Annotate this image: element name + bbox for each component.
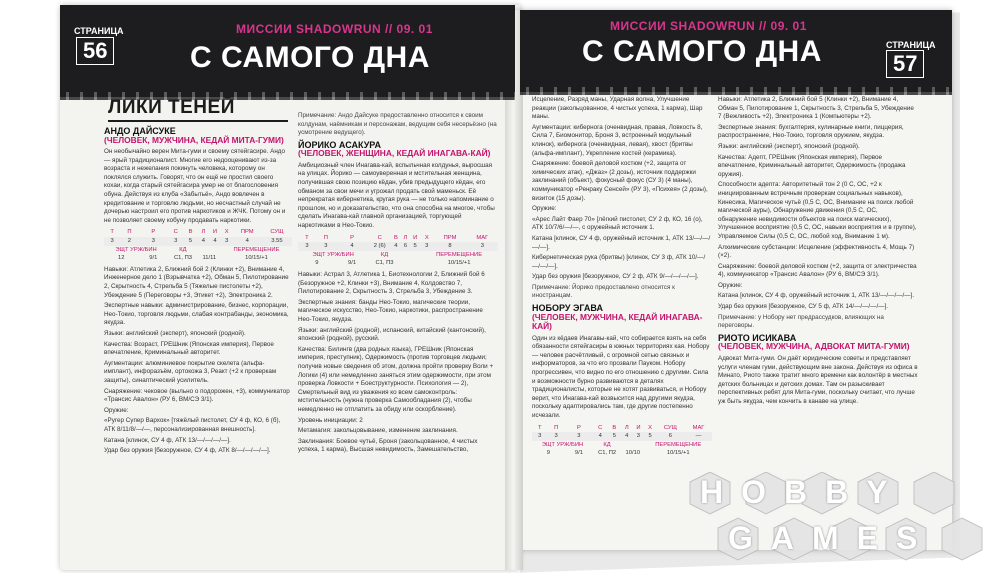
character-detail: «Арес Лайт Фаер 70» [лёгкий пистолет, СУ 2 ф, КО, 16 (о), АТК 10/7/6/—/—, с оружейный источник 1. (532, 215, 703, 232)
stat-label: В (188, 229, 193, 236)
stat-value: 9/1 (149, 255, 158, 262)
note: Примечание: Йорико предоставлено относится к иностранцам. (532, 283, 675, 300)
stat-label: ПРМ (240, 229, 254, 236)
stat-value: 4 (233, 237, 262, 246)
stat-label: Р (350, 234, 354, 241)
stat-label: МАГ (692, 424, 705, 431)
character-subtitle: (ЧЕЛОВЕК, МУЖЧИНА, КЕДАЙ МИТА-ГУМИ) (104, 134, 284, 145)
character-detail: Экспертные навыки: администрирование, бизнес, корпорации, Нео-Токио, торговля людьми, слабая контрабанды, экономика, якудза. (104, 302, 289, 327)
character-detail: Удар без оружия [безоружное, СУ 4 ф, АТК 8/—/—/—/—]. (104, 447, 271, 455)
stat-value: 6 (401, 242, 410, 251)
character-detail: Уровень инициации: 2 (298, 416, 363, 424)
character-name: РИОТО ИСИКАВА (718, 332, 797, 343)
stat-value: 4 (593, 432, 607, 441)
character-detail: «Ругер Супер Вархок» [тяжёлый пистолет, СУ 4 ф, КО, 6 (б), АТК 8/11/8/—/—, персонализированная внешность]. (104, 417, 281, 433)
stat-value: 6 (656, 432, 685, 441)
character-detail: Навыки: Атлетика 2, Ближний бой 5 (Клинки +2), Внимание 4, Обман 5, Пилотирование 1, Скрытность 3, Стрельба 5, Убеждение 7 (Вежливость +2), Электроника 1 (Компьютеры +2). (718, 96, 914, 121)
character-bio: Он необычайно верен Мита-гуми и своему сятейгасире. Андо — ярый традиционалист. Многие его недооценивают из-за возраста и нежелания покинуть человека, которому он поклялся служить. Говорят, что он ещё не простил своего кохаи, когда старый сятейгасира умер не от благословения обуна. Действуя из клуба «Забытьё», Андо вовлечен в кредитование и торговлю людьми, но несчастный случай не дочерью настроил его против наркотиков и ЖЧК. Потому он и не позволяет своему кобуну продавать наркотики. (104, 148, 286, 224)
stat-value: 5 (183, 237, 197, 246)
stat-label: В (393, 234, 398, 241)
stat-value: С1, П3 (375, 260, 394, 267)
character-detail: Навыки: Атлетика 2, Ближний бой 2 (Клинки +2), Внимание 4, Инженерное дело 1 (Взрывчатка +2), Обман 5, Пилотирование 2, Скрытность 4, Стрельба 5 (Тяжелые пистолеты +2), Убеждение 5 (Переговоры +3, Этикет +2), Электроника 2. (104, 265, 289, 299)
character-detail: Заклинания: Боевое чутьё, Броня (закольцованное, 4 чистых успеха, 1 карма), Высшая невидимость, Замешательство, (298, 437, 478, 454)
left-title: С САМОГО ДНА (190, 41, 430, 74)
stat-label (621, 441, 644, 450)
stat-value: 3 (420, 242, 433, 251)
stat-label: П (127, 229, 132, 236)
note: Примечание: у Нобору нет предрассудков, влияющих на переговоры. (718, 313, 884, 330)
stat-label: Л (624, 424, 629, 431)
stat-label: Т (537, 424, 542, 431)
stat-label: Т (110, 229, 114, 236)
hobby-games-watermark (676, 472, 996, 572)
section-rule (108, 120, 288, 122)
character-detail: Снаряжение: чековое (выльно о подорожен, +3), коммуникатор «Трансис Авалон» (РУ 6, ВМ/СЭ 3/1). (104, 387, 290, 404)
character-bio: Адвокат Мита-гуми. Он даёт юридические советы и представляет услуги членам гуми, действующим вне закона. Действуя из офиса в Минато, Риото также тратит много времени как волонтёр в местных детских больницах и детских домах. Там он разыскивает перспективных ребят для Мита-гуми, поскольку считает, что лучше уж быть якудза, чем кончить в канаве на улице. (718, 354, 918, 405)
note: Примечание: Андо Дайсуке предоставленно относится к своим колдунам, наёмникам и персонажам, ведущим себя несерьёзно (на усмотрение ведущего). (298, 112, 497, 137)
stat-value: — (685, 432, 712, 441)
stat-value: 3 (632, 432, 644, 441)
stat-value: 4 (391, 242, 401, 251)
stat-label: ЭЩТ УРЖ/БИН (312, 251, 354, 258)
right-kicker: МИССИИ SHADOWRUN // 09. 01 (610, 19, 807, 33)
stat-label: Х (648, 424, 653, 431)
page-label: СТРАНИЦА (74, 26, 124, 36)
stat-label: Р (151, 229, 156, 236)
character-detail: Экспертные знания: банды Нео-Токио, магические теории, магическое искусство, Нео-Токио, наркотики, распространение Нео-Токио, якудза. (298, 298, 483, 323)
stat-value: 5 (644, 432, 655, 441)
character-detail: Качества: Возраст, ГРЕШник (Японская империя), Первое впечатление, Криминальный авторитет. (104, 340, 274, 357)
character-detail: Оружие: (532, 205, 557, 213)
stat-block (298, 234, 498, 268)
stat-value: 9/1 (574, 450, 583, 457)
stat-value: С1, П3 (173, 255, 192, 262)
brush-stroke-right (520, 87, 952, 95)
stat-value: 9 (315, 260, 319, 267)
stat-value: 5 (410, 242, 420, 251)
character-bio: Амбициозный член Инагава-кай, вспыльчная колдунья, выросшая на улицах. Йорико — самоуверенная и мстительная женщина, получившая свою позицию кёдан, убив предыдущего кёдан, его обманом за свои мечи и угрожал продать свой маменьск. Её непрекратая кибернетика, кругая рука — не только напоминание о прошлом, но и доказательство, что она способна на многое, чтобы сделать Инагава-кай главной организацией, торгующей наркотиками в Нео-Токио. (298, 161, 495, 230)
stat-value: 3 (168, 237, 183, 246)
character-detail: Катана [клинок, СУ 4 ф, оружейный источник 1, АТК 13/—/—/—/—]. (718, 292, 915, 300)
stat-value: 11/11 (202, 255, 217, 262)
stat-label: ПЕРЕМЕЩЕНИЕ (436, 251, 483, 258)
page-number: 56 (76, 37, 114, 65)
stat-label: Л (403, 234, 408, 241)
stat-label: П (554, 424, 559, 431)
stat-block (532, 424, 712, 458)
character-detail: Алхимические субстанции: Исцеление (эффективность 4, Мощь 7) (×2). (718, 243, 915, 260)
right-header-banner (520, 10, 952, 92)
continued-text: Исцеление, Разряд маны, Ударная волна, Улучшение реакции (закольцованное, 4 чистых успеха, 1 карма), Шар маны. (532, 96, 703, 121)
character-detail: Снаряжение: боевой деловой костюм (+2, защита от электричества 4), коммуникатор «Трансис Авалон» (РУ 6, ВМ/СЭ 3/1). (718, 262, 917, 279)
character-detail: Метамагия: закольцовывание, изменение заклинания. (298, 427, 458, 435)
stat-value: 3 (138, 237, 168, 246)
stat-value: 2 (6) (368, 242, 391, 251)
character-detail: Качества: Адепт, ГРЕШник (Японская империя), Первое впечатление, Криминальный авторитет, Одержимость (продажа оружия). (718, 153, 906, 178)
stat-value: 5 (607, 432, 621, 441)
stat-value: 3 (565, 432, 593, 441)
watermark-line-1: HOBBY (700, 474, 906, 510)
stat-label: В (612, 424, 617, 431)
stat-value: 9 (546, 450, 551, 457)
stat-label: Х (224, 229, 229, 236)
character-name: НОБОРУ ЭГАВА (532, 303, 603, 314)
stat-label: КД (603, 441, 611, 448)
character-detail: Оружие: (718, 281, 743, 289)
stat-label (401, 251, 420, 260)
stat-label: Т (305, 234, 309, 241)
stat-value: 3 (104, 237, 120, 246)
stat-label: С (173, 229, 178, 236)
stat-value: С1, П2 (598, 450, 617, 457)
stat-label: СУЩ (663, 424, 677, 431)
character-detail: Языки: английский (эксперт), японский (родной). (104, 329, 246, 337)
stat-label: КД (179, 246, 187, 253)
stat-label: КД (380, 251, 389, 258)
character-detail: Кибернетическая рука (бритвы) [клинок, СУ 3 ф, АТК 10/—/—/—/—]. (532, 254, 706, 270)
character-subtitle: (ЧЕЛОВЕК, МУЖЧИНА, АДВОКАТ МИТА-ГУМИ) (718, 341, 910, 352)
character-detail: Языки: английский (родной), испанский, китайский (кантонский), японский (родной), русский. (298, 326, 486, 343)
character-detail: Катана [клинок, СУ 4 ф, АТК 13/—/—/—/—]. (104, 436, 231, 444)
stat-value: 3 (316, 242, 336, 251)
character-detail: Аугментации: кибернога (оченвидная, правая, Ловкость 8, Сила 7, Биомонитор, Броня 3, встроенный модульный клинок), кибернога (оченвидная, левая), хвост (бритвы (альфа-имплант), Укрепление костей (керамика). (532, 123, 703, 157)
character-detail: Навыки: Астрал 3, Атлетика 1, Биотехнологии 2, Ближний бой 6 (Безоружное +2, Клинки +3), Внимание 4, Колдовство 7, Пилотирование 2, Скрытность 3, Стрельба 3, Убеждение 3. (298, 271, 485, 296)
character-detail: Языки: английский (эксперт), японский (родной). (718, 142, 860, 150)
left-header-banner (60, 5, 515, 97)
stat-value (401, 259, 420, 268)
stat-label: ЭЩТ УРЖ/БИН (541, 441, 584, 448)
stat-value: 3 (548, 432, 565, 441)
stat-value: 4 (621, 432, 632, 441)
stat-label: СУЩ (270, 229, 284, 236)
stat-value: 4 (336, 242, 369, 251)
stat-label: ЭЩТ УРЖ/БИН (115, 246, 157, 253)
stat-label: И (212, 229, 218, 236)
stat-label: ПЕРЕМЕЩЕНИЕ (655, 441, 702, 448)
character-subtitle: (ЧЕЛОВЕК, ЖЕНЩИНА, КЕДАЙ ИНАГАВА-КАЙ) (298, 148, 491, 159)
stat-label: Р (576, 424, 581, 431)
character-bio: Один из кёдаев Инагавы-кай, что собирается взять на себя обязанности сятейгасиры в южных территориях кая. Нобору — человек расчётливый, с огромной сетью связных и информаторов, за что его прозвали Пауком. Нобору прогрессивен, что видно по его отношению с другими. Сила и возможности бурно развиваются в деталях традиционалисты, которые не хотят развиваться, и Нобору верит, что Инагава-кай возвысится над другими якудза, поскольку адаптировались там, где другие постепенно исчезали. (532, 334, 710, 419)
stat-value: 3 (532, 432, 548, 441)
stat-value: 10/15/+1 (447, 260, 471, 267)
page-label-right: СТРАНИЦА (886, 40, 936, 50)
stat-value: 9/1 (348, 260, 357, 267)
section-title: ЛИКИ ТЕНЕЙ (108, 97, 235, 118)
right-column-2 (718, 96, 918, 476)
character-detail: Аугментации: алюминиевое покрытие скелета (альфа-имплант), инфоразъём, ортокожа 3, Реакт (+2 к проверкам защиты), синаптический усилитель. (104, 359, 277, 384)
stat-value: 10/10 (625, 450, 641, 457)
character-subtitle: (ЧЕЛОВЕК, МУЖЧИНА, КЕДАЙ ИНАГАВА-КАЙ) (532, 311, 703, 332)
stat-value: 3 (467, 242, 498, 251)
stat-label: МАГ (476, 234, 489, 241)
stat-label: И (413, 234, 418, 241)
left-column-2 (298, 112, 498, 567)
character-detail: Способности адепта: Авторитетный тон 2 (0 С, ОС, +2 к инициированным встречным проверкам социальных навыков), Кинесика, Магическое чутьё (0,5 С, ОС, Внимание на поиск любой магической ауры), Обнаружение движения (0,5 С, ОС, обнаружение невидимости объектов на поиск магических), Улучшенное восприятие (0,5 С, ОС, навыки восприятия и в группе), Управляемое Силы (0,5 С, ОС, любой ход, Внимание 1 м). (718, 181, 917, 240)
stat-value: 3 (221, 237, 233, 246)
character-name: АНДО ДАЙСУКЕ (104, 126, 176, 136)
character-detail: Снаряжение: боевой деловой костюм (+2, защита от химических атак), «Джаз» (2 дозы), источник поддержки заклинаний (объект), фокусный фокус (СУ 3) (4 маны), коммуникатор «Ренраку Сенсей» (РУ 3), «Психея» (2 дозы), визиток (15 дозы). (532, 160, 708, 202)
stat-label: Л (201, 229, 206, 236)
stat-label: Х (424, 234, 429, 241)
left-kicker: МИССИИ SHADOWRUN // 09. 01 (236, 22, 433, 36)
stat-value: 3 (298, 242, 316, 251)
stat-label: П (323, 234, 328, 241)
stat-label: ПЕРЕМЕЩЕНИЕ (233, 246, 280, 253)
character-name: ЙОРИКО АСАКУРА (298, 139, 382, 150)
stat-value: 3.55 (262, 237, 292, 246)
stat-value: 8 (433, 242, 466, 251)
character-detail: Катана [клинок, СУ 4 ф, оружейный источник 1, АТК 13/—/—/—/—]. (532, 234, 711, 251)
stat-label: С (598, 424, 603, 431)
stat-value: 10/15/+1 (245, 255, 268, 262)
character-detail: Экспертные знания: бухгалтерия, кулинарные книги, пиццерия, распространение, Нео-Токио, торговля оружием, якудза. (718, 123, 904, 140)
stat-value: 2 (120, 237, 138, 246)
character-detail: Удар без оружия [безоружное, СУ 5 ф, АТК 14/—/—/—/—]. (718, 303, 889, 311)
stat-label: ПРМ (443, 234, 457, 241)
character-detail: Оружие: (104, 406, 129, 414)
stat-label (198, 246, 221, 255)
stat-value: 10/15/+1 (666, 450, 690, 457)
page-number-right: 57 (886, 50, 924, 78)
character-detail: Удар без оружия [безоружное, СУ 2 ф, АТК 9/—/—/—/—]. (532, 273, 699, 281)
stat-label: И (636, 424, 641, 431)
stat-value: 12 (118, 255, 125, 262)
stat-value: 4 (198, 237, 209, 246)
watermark-line-2: GAMES (728, 520, 936, 556)
stat-block (104, 228, 292, 262)
right-title: С САМОГО ДНА (582, 35, 822, 68)
character-detail: Качества: Билингв (два родных языка), ГРЕШник (Японская империя, преступник), Одержимость (против торговцев людьми; получив новые сведения об этом, должна пройти проверку Воли + Логики (4) или немедленно заняться этим одержимости, при этом проверка Ловкости + Боеструктурности. Психология — 2), Смертельный вид из уважения ко всем самоконтроль: мстительность (нужна проверка Самообладания (2), чтобы немедленно не отплатить за обиду или оскорбление). (298, 345, 494, 413)
stat-label: С (377, 234, 382, 241)
left-column-1 (104, 124, 292, 564)
stat-value: 4 (209, 237, 221, 246)
